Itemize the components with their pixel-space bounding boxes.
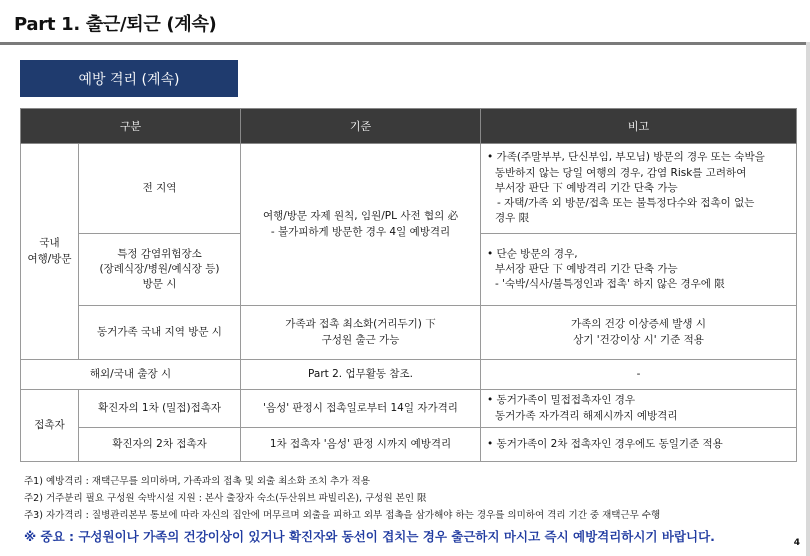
overseas-cell: 해외/국내 출장 시 [21, 360, 241, 390]
risk-area-cell [79, 234, 241, 306]
family-standard-line2: 구성원 출근 가능 [321, 333, 400, 346]
section-title: 예방 격리 (계속) [20, 60, 238, 97]
remarks-line: - '숙박/식사/불특정인과 접촉' 하지 않은 경우에 限 [495, 278, 725, 291]
page-edge-shadow [806, 42, 810, 556]
page-number: 4 [793, 538, 800, 548]
risk-area-line2: (장례식장/병원/예식장 등) [99, 262, 220, 275]
remarks-line: - 자택/가족 외 방문/접촉 또는 불특정다수와 접촉이 없는 [497, 197, 755, 210]
remarks-line: 경우 限 [495, 212, 530, 225]
table-row [21, 428, 797, 462]
domestic-standard-cell [241, 144, 481, 306]
header-standard: 기준 [241, 109, 481, 144]
domestic-group-cell [21, 144, 79, 360]
family-visit-standard-cell [241, 306, 481, 360]
remarks-line: 동거가족 자가격리 해제시까지 예방격리 [495, 409, 678, 422]
second-contact-standard-cell: 1차 접촉자 '음성' 판정 시까지 예방격리 [241, 428, 481, 462]
second-contact-remarks-cell: • 동거가족이 2차 접촉자인 경우에도 동일기준 적용 [481, 428, 797, 462]
remarks-line: • 동거가족이 밀접접촉자인 경우 [487, 394, 636, 407]
first-contact-remarks-cell [481, 390, 797, 428]
header-category: 구분 [21, 109, 241, 144]
table-row [21, 144, 797, 234]
footnotes [24, 473, 660, 524]
remarks-line: 동반하지 않는 당일 여행의 경우, 감염 Risk를 고려하여 [495, 166, 747, 179]
first-contact-cell: 확진자의 1차 (밀접)접촉자 [79, 390, 241, 428]
family-visit-cell: 동거가족 국내 지역 방문 시 [79, 306, 241, 360]
page-header [0, 0, 810, 44]
first-contact-standard-cell: '음성' 판정시 접촉일로부터 14일 자가격리 [241, 390, 481, 428]
table-row [21, 390, 797, 428]
header-divider [0, 42, 810, 45]
domestic-label-line1: 국내 [39, 237, 60, 250]
risk-area-line3: 방문 시 [142, 278, 177, 291]
family-standard-line1: 가족과 접촉 최소화(거리두기) 下 [285, 318, 436, 331]
remarks-line: • 단순 방문의 경우, [487, 247, 578, 260]
remarks-line: • 가족(주말부부, 단신부임, 부모님) 방문의 경우 또는 숙박을 [487, 151, 765, 164]
overseas-remarks-cell: - [481, 360, 797, 390]
family-visit-remarks-cell [481, 306, 797, 360]
family-remarks-line1: 가족의 건강 이상증세 발생 시 [570, 318, 707, 331]
footnote-2: 주2) 거주분리 필요 구성원 숙박시설 지원 : 본사 출장자 숙소(두산위브 파빌리온), 구성원 본인 限 [24, 493, 427, 504]
table-row [21, 306, 797, 360]
all-regions-cell: 전 지역 [79, 144, 241, 234]
second-contact-cell: 확진자의 2차 접촉자 [79, 428, 241, 462]
overseas-standard-cell: Part 2. 업무활동 참조. [241, 360, 481, 390]
standard-line1: 여행/방문 자제 원칙, 임원/PL 사전 협의 必 [262, 210, 459, 223]
remarks-risk-cell [481, 234, 797, 306]
remarks-line: 부서장 판단 下 예방격리 기간 단축 가능 [495, 181, 678, 194]
domestic-label-line2: 여행/방문 [27, 252, 72, 265]
standard-line2: - 불가피하게 방문한 경우 4일 예방격리 [270, 225, 451, 238]
table-header-row [21, 109, 797, 144]
quarantine-table [20, 108, 797, 462]
contact-group-cell: 접촉자 [21, 390, 79, 462]
risk-area-line1: 특정 감염위험장소 [117, 247, 202, 260]
page-title: Part 1. 출근/퇴근 (계속) [14, 14, 217, 35]
family-remarks-line2: 상기 '건강이상 시' 기준 적용 [573, 333, 704, 346]
remarks-line: 부서장 판단 下 예방격리 기간 단축 가능 [495, 262, 678, 275]
footnote-1: 주1) 예방격리 : 재택근무를 의미하며, 가족과의 접촉 및 외출 최소화 조치 추가 적용 [24, 476, 370, 487]
important-notice: ※ 중요 : 구성원이나 가족의 건강이상이 있거나 확진자와 동선이 겹치는 경우 출근하지 마시고 즉시 예방격리하시기 바랍니다. [24, 529, 715, 544]
footnote-3: 주3) 자가격리 : 질병관리본부 통보에 따라 자신의 집안에 머무르며 외출을 피하고 외부 접촉을 삼가해야 하는 경우를 의미하여 격리 기간 중 재택근무 수행 [24, 510, 661, 521]
table-row [21, 360, 797, 390]
header-remarks: 비고 [481, 109, 797, 144]
remarks-all-cell [481, 144, 797, 234]
